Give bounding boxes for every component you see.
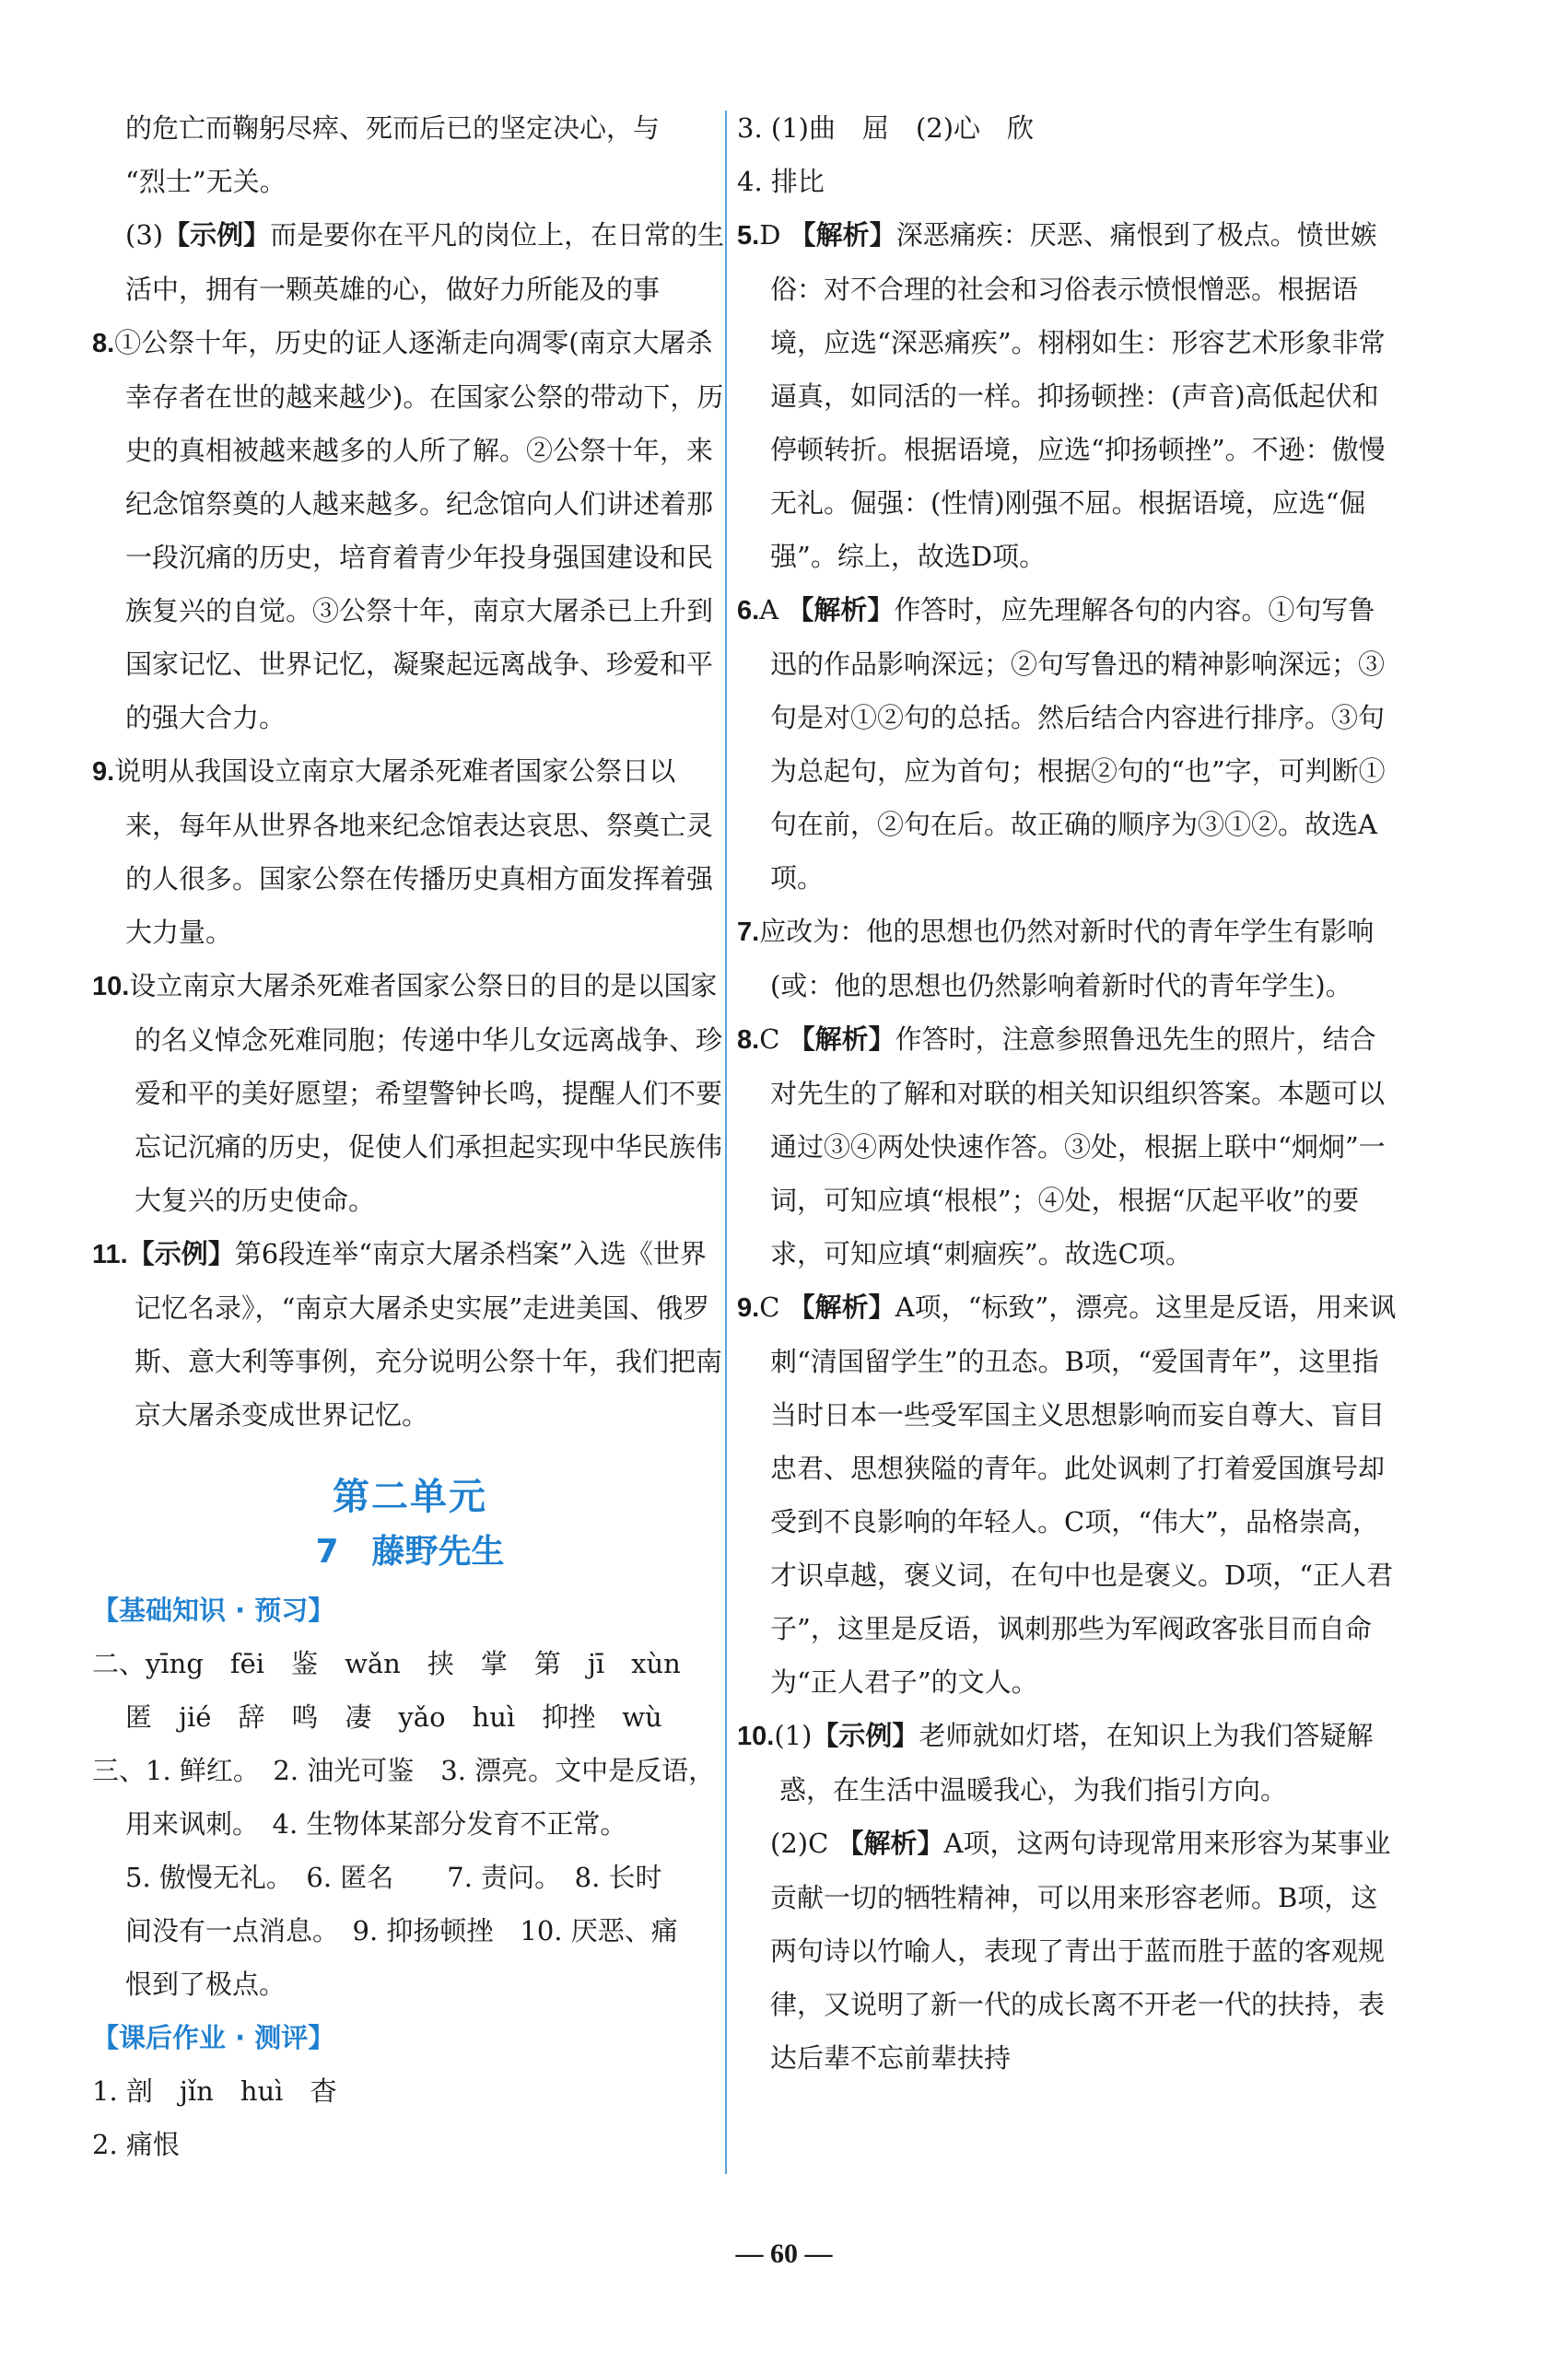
answer-7: 7.应改为：他的思想也仍然对新时代的青年学生有影响(或：他的思想也仍然影响着新时代的青年学生)。 (737, 916, 1375, 1001)
example-tag: 【示例】 (163, 221, 271, 251)
q11: 11.【示例】第6段连举“南京大屠杀档案”入选《世界记忆名录》，“南京大屠杀史实展”走进美国、俄罗斯、意大利等事例，充分说明公祭十年，我们把南京大屠杀变成世界记忆。 (92, 1238, 723, 1431)
answer-3: 3. (1)曲 屈 (2)心 欣 (737, 112, 1035, 144)
homework-1: 1. 剖 jǐn huì 杳 (92, 2075, 337, 2107)
q9: 9.说明从我国设立南京大屠杀死难者国家公祭日以来，每年从世界各地来纪念馆表达哀思、祭奠亡灵的人很多。国家公祭在传播历史真相方面发挥着强大力量。 (92, 755, 714, 948)
answer-4: 4. 排比 (737, 166, 825, 197)
lesson-title: 7 藤野先生 (315, 1533, 505, 1571)
three-line-4: 间没有一点消息。 9. 抑扬顿挫 10. 厌恶、痛 (125, 1915, 678, 1946)
three-line-2: 用来讽刺。 4. 生物体某部分发育不正常。 (125, 1808, 627, 1840)
answer-10-1: 10.(1)【示例】老师就如灯塔，在知识上为我们答疑解惑，在生活中温暖我心，为我们指引方向。 (737, 1720, 1374, 1806)
continued-line-1: 的危亡而鞠躬尽瘁、死而后已的坚定决心，与 (125, 112, 661, 144)
answer-9: 9.C 【解析】A项，“标致”，漂亮。这里是反语，用来讽刺“清国留学生”的丑态。B项，“爱国青年”，这里指当时日本一些受军国主义思想影响而妄自尊大、盲目忠君、思想狭隘的青年。此处讽刺了打着爱国旗号却受到不良影响的年轻人。C项，“伟大”，品格崇高，才识卓越，褒义词，在句中也是褒义。D项，“正人君子”，这里是反语，讽刺那些为军阀政客张目而自命为“正人君子”的文人。 (737, 1292, 1397, 1698)
answer-6: 6.A 【解析】作答时，应先理解各句的内容。①句写鲁迅的作品影响深远；②句写鲁迅的精神影响深远；③句是对①②句的总括。然后结合内容进行排序。③句为总起句，应为首句；根据②句的“也”字，可判断①句在前，②句在后。故正确的顺序为③①②。故选A项。 (737, 594, 1386, 894)
q7-3: (3)【示例】而是要你在平凡的岗位上，在日常的生活中，拥有一颗英雄的心，做好力所能及的事 (125, 219, 725, 305)
q10: 10.设立南京大屠杀死难者国家公祭日的目的是以国家的名义悼念死难同胞；传递中华儿女远离战争、珍爱和平的美好愿望；希望警钟长鸣，提醒人们不要忘记沉痛的历史，促使人们承担起实现中华民族伟大复兴的历史使命。 (92, 970, 723, 1216)
answer-5: 5.D 【解析】深恶痛疾：厌恶、痛恨到了极点。愤世嫉俗：对不合理的社会和习俗表示愤恨憎恶。根据语境，应选“深恶痛疾”。栩栩如生：形容艺术形象非常逼真，如同活的一样。抑扬顿挫：(声音)高低起伏和停顿转折。根据语境，应选“抑扬顿挫”。不逊：傲慢无礼。倔强：(性情)刚强不屈。根据语境，应选“倔强”。综上，故选D项。 (737, 219, 1386, 572)
continued-line-2: “烈士”无关。 (125, 166, 287, 197)
homework-2: 2. 痛恨 (92, 2129, 180, 2160)
page-number: — 60 — (735, 2238, 833, 2269)
section-basic-knowledge: 【基础知识 · 预习】 (92, 1595, 335, 1626)
three-line-1: 三、1. 鲜红。 2. 油光可鉴 3. 漂亮。文中是反语， (92, 1755, 716, 1786)
unit-title: 第二单元 (333, 1476, 487, 1518)
right-column (737, 101, 1400, 2085)
section-homework: 【课后作业 · 测评】 (92, 2022, 335, 2053)
q8: 8.①公祭十年，历史的证人逐渐走向凋零(南京大屠杀幸存者在世的越来越少)。在国家公祭的带动下，历史的真相被越来越多的人所了解。②公祭十年，来纪念馆祭奠的人越来越多。纪念馆向人们讲述着那一段沉痛的历史，培育着青少年投身强国建设和民族复兴的自觉。③公祭十年，南京大屠杀已上升到国家记忆、世界记忆，凝聚起远离战争、珍爱和平的强大合力。 (92, 327, 724, 733)
three-line-5: 恨到了极点。 (125, 1969, 287, 2000)
answer-10-2: (2)C 【解析】A项，这两句诗现常用来形容为某事业贡献一切的牺牲精神，可以用来形容老师。B项，这两句诗以竹喻人，表现了青出于蓝而胜于蓝的客观规律，又说明了新一代的成长离不开老一代的扶持，表达后辈不忘前辈扶持 (770, 1828, 1391, 2074)
three-line-3: 5. 傲慢无礼。 6. 匿名 7. 责问。 8. 长时 (125, 1862, 662, 1893)
pinyin-line-2: 匿 jié 辞 鸣 凄 yǎo huì 抑挫 wù (125, 1701, 662, 1733)
left-column (92, 101, 728, 2171)
pinyin-line-1: 二、yīng fēi 鉴 wǎn 挟 掌 第 jī xùn (92, 1648, 681, 1679)
answer-8: 8.C 【解析】作答时，注意参照鲁迅先生的照片，结合对先生的了解和对联的相关知识组织答案。本题可以通过③④两处快速作答。③处，根据上联中“炯炯”一词，可知应填“根根”；④处，根据“仄起平收”的要求，可知应填“刺痼疾”。故选C项。 (737, 1023, 1386, 1269)
